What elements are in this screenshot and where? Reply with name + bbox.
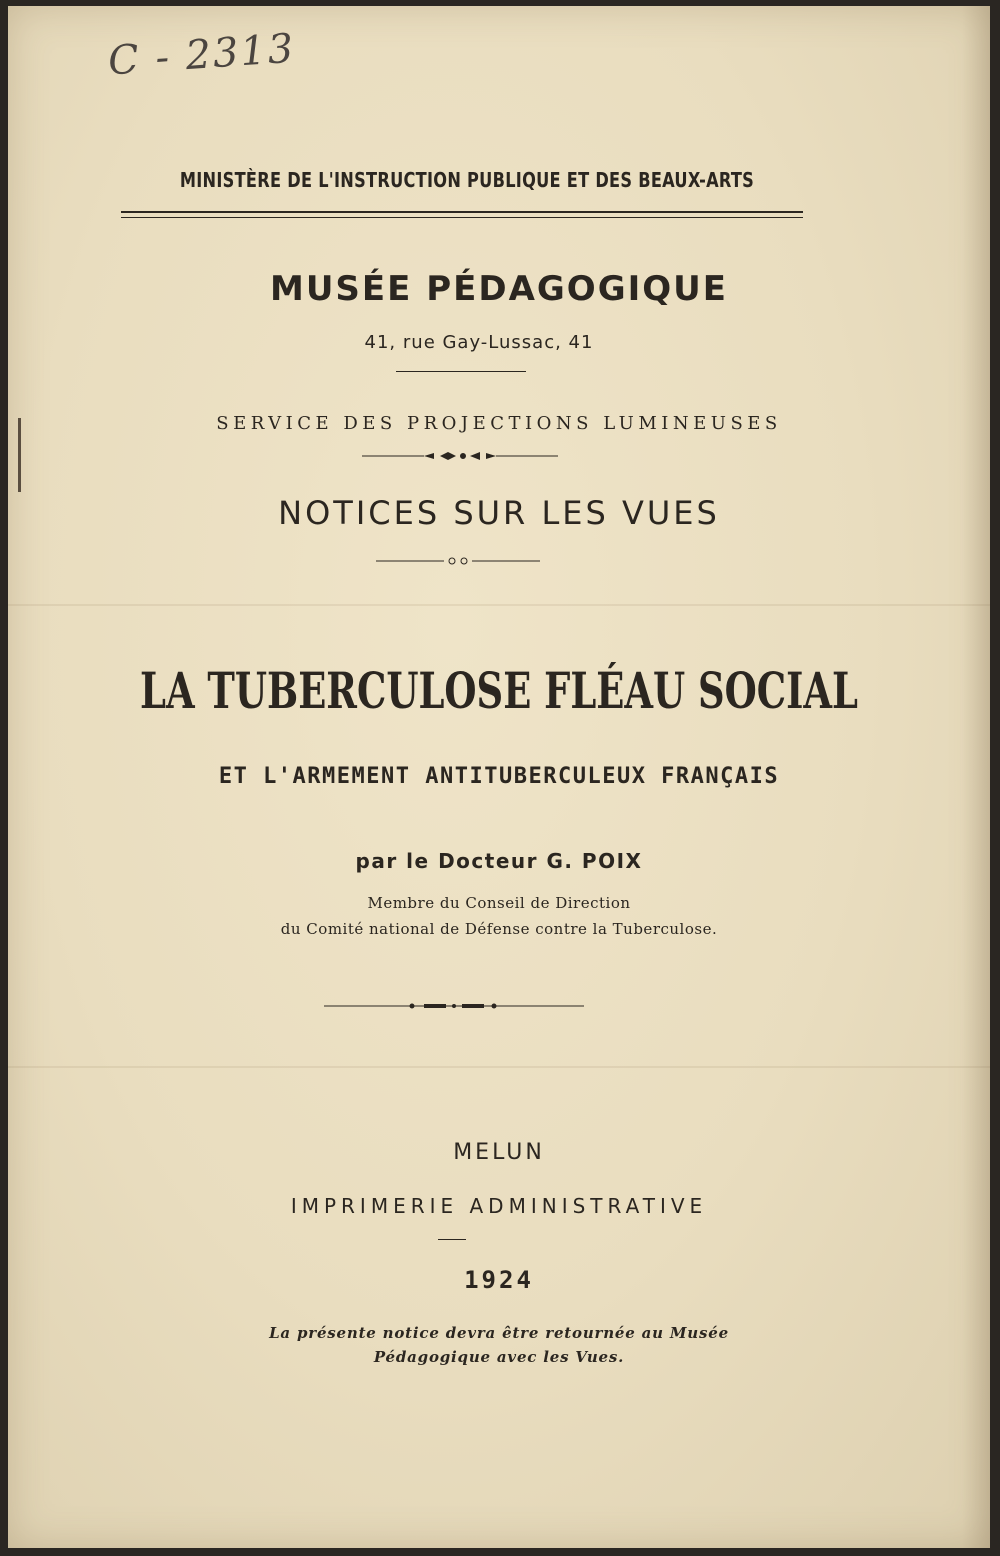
author-affiliation-line: du Comité national de Défense contre la Tuberculose. — [280, 920, 718, 938]
document-subtitle: ET L'ARMEMENT ANTITUBERCULEUX FRANÇAIS — [218, 764, 780, 789]
ornament-divider — [362, 450, 558, 462]
author-line: par le Docteur G. POIX — [355, 849, 643, 873]
short-rule-divider — [396, 371, 526, 372]
imprint-city: MELUN — [453, 1140, 545, 1165]
ministry-heading: MINISTÈRE DE L'INSTRUCTION PUBLIQUE ET DES BEAUX-ARTS — [179, 168, 755, 192]
museum-name: MUSÉE PÉDAGOGIQUE — [269, 269, 728, 309]
paper-fold — [8, 1066, 990, 1068]
service-heading: SERVICE DES PROJECTIONS LUMINEUSES — [216, 413, 782, 434]
double-rule-divider — [121, 211, 803, 218]
imprint-printer: IMPRIMERIE ADMINISTRATIVE — [290, 1194, 708, 1218]
ornament-divider — [376, 555, 540, 567]
handwritten-reference: C - 2313 — [106, 25, 297, 85]
return-notice-line: Pédagogique avec les Vues. — [373, 1348, 625, 1366]
imprint-year: 1924 — [464, 1266, 534, 1294]
author-affiliation-line: Membre du Conseil de Direction — [367, 894, 631, 912]
paper-fold — [8, 604, 990, 606]
ornament-divider — [324, 1000, 584, 1012]
museum-address: 41, rue Gay-Lussac, 41 — [364, 332, 594, 353]
short-rule-divider — [438, 1239, 466, 1240]
document-title: LA TUBERCULOSE FLÉAU SOCIAL — [139, 661, 859, 720]
document-page — [8, 6, 990, 1548]
return-notice-line: La présente notice devra être retournée au Musée — [269, 1324, 729, 1342]
series-title: NOTICES SUR LES VUES — [278, 494, 720, 532]
